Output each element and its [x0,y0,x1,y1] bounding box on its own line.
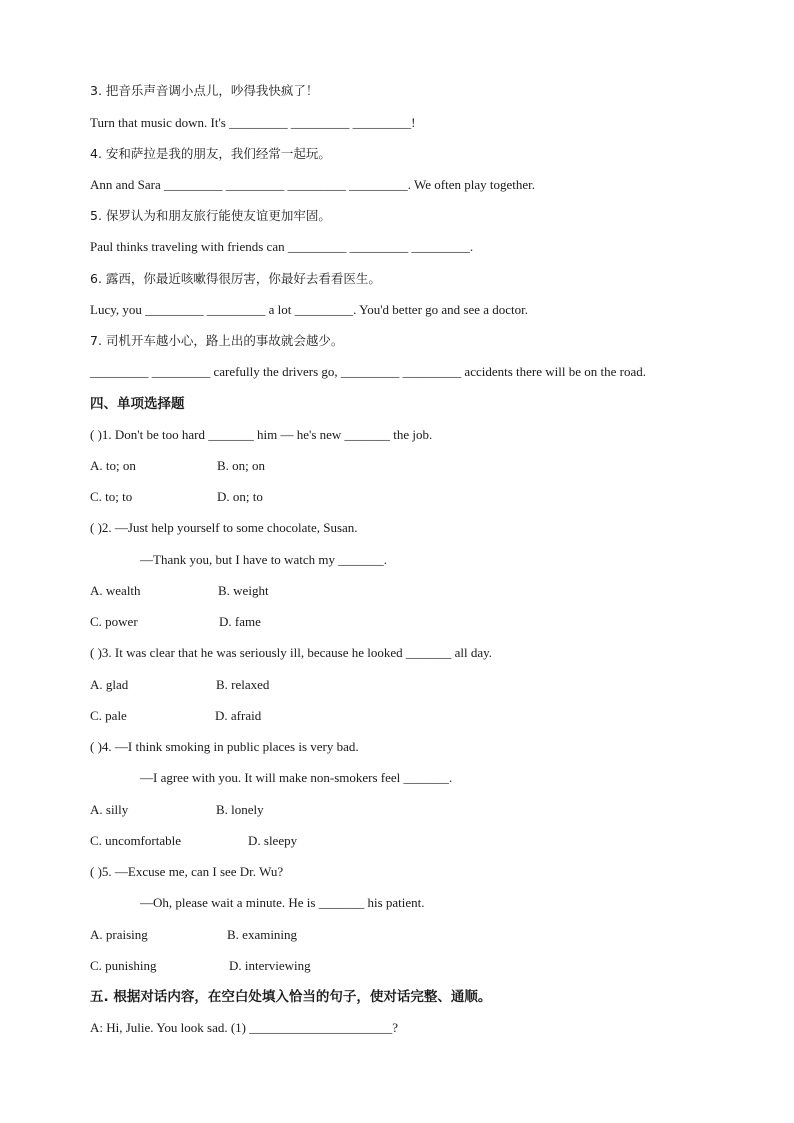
item-4-english: Ann and Sara _________ _________ _________ _________. We often play together. [90,177,535,192]
question-1-stem: ( )1. Don't be too hard _______ him — he's new _______ the job. [90,427,433,442]
question-1-option-a: A. to; on [90,458,136,473]
item-3-chinese: 3. 把音乐声音调小点儿，吵得我快疯了！ [90,83,319,98]
dialogue-line-1: A: Hi, Julie. You look sad. (1) ______________________? [90,1020,399,1035]
item-6-english: Lucy, you _________ _________ a lot _________. You'd better go and see a doctor. [90,302,529,317]
item-5-chinese: 5. 保罗认为和朋友旅行能使友谊更加牢固。 [90,208,331,223]
item-7-english: _________ _________ carefully the drivers go, _________ _________ accidents there will be on the road. [90,364,646,379]
question-5-stem: ( )5. —Excuse me, can I see Dr. Wu? [90,864,284,879]
question-4-stem: ( )4. —I think smoking in public places is very bad. [90,739,359,754]
question-4-option-b: B. lonely [216,802,264,817]
section-4-title: 四、单项选择题 [90,396,185,412]
question-1-option-d: D. on; to [217,489,263,504]
question-3-option-d: D. afraid [215,708,262,723]
question-4-option-c: C. uncomfortable [90,833,181,848]
question-5-option-d: D. interviewing [229,958,311,973]
question-4-option-d: D. sleepy [248,833,298,848]
question-2-stem: ( )2. —Just help yourself to some chocolate, Susan. [90,520,358,535]
question-1-option-b: B. on; on [217,458,266,473]
question-5-option-c: C. punishing [90,958,157,973]
question-4-option-a: A. silly [90,802,129,817]
item-3-english: Turn that music down. It's _________ _________ _________! [90,115,416,130]
question-3-option-a: A. glad [90,677,129,692]
item-4-chinese: 4. 安和萨拉是我的朋友，我们经常一起玩。 [90,146,331,161]
item-5-english: Paul thinks traveling with friends can _________ _________ _________. [90,239,474,254]
question-3-stem: ( )3. It was clear that he was seriously ill, because he looked _______ all day. [90,645,493,660]
question-2-reply: —Thank you, but I have to watch my _______. [140,552,387,567]
question-2-option-d: D. fame [219,614,261,629]
question-5-reply: —Oh, please wait a minute. He is _______ his patient. [140,895,425,910]
question-5-option-a: A. praising [90,927,148,942]
question-1-option-c: C. to; to [90,489,133,504]
section-5-title: 五. 根据对话内容，在空白处填入恰当的句子，使对话完整、通顺。 [90,989,492,1005]
question-2-option-a: A. wealth [90,583,141,598]
question-3-option-b: B. relaxed [216,677,270,692]
question-5-option-b: B. examining [227,927,298,942]
question-2-option-c: C. power [90,614,138,629]
question-3-option-c: C. pale [90,708,127,723]
item-7-chinese: 7. 司机开车越小心，路上出的事故就会越少。 [90,333,344,348]
item-6-chinese: 6. 露西，你最近咳嗽得很厉害，你最好去看看医生。 [90,271,381,286]
question-4-reply: —I agree with you. It will make non-smokers feel _______. [140,770,453,785]
question-2-option-b: B. weight [218,583,269,598]
